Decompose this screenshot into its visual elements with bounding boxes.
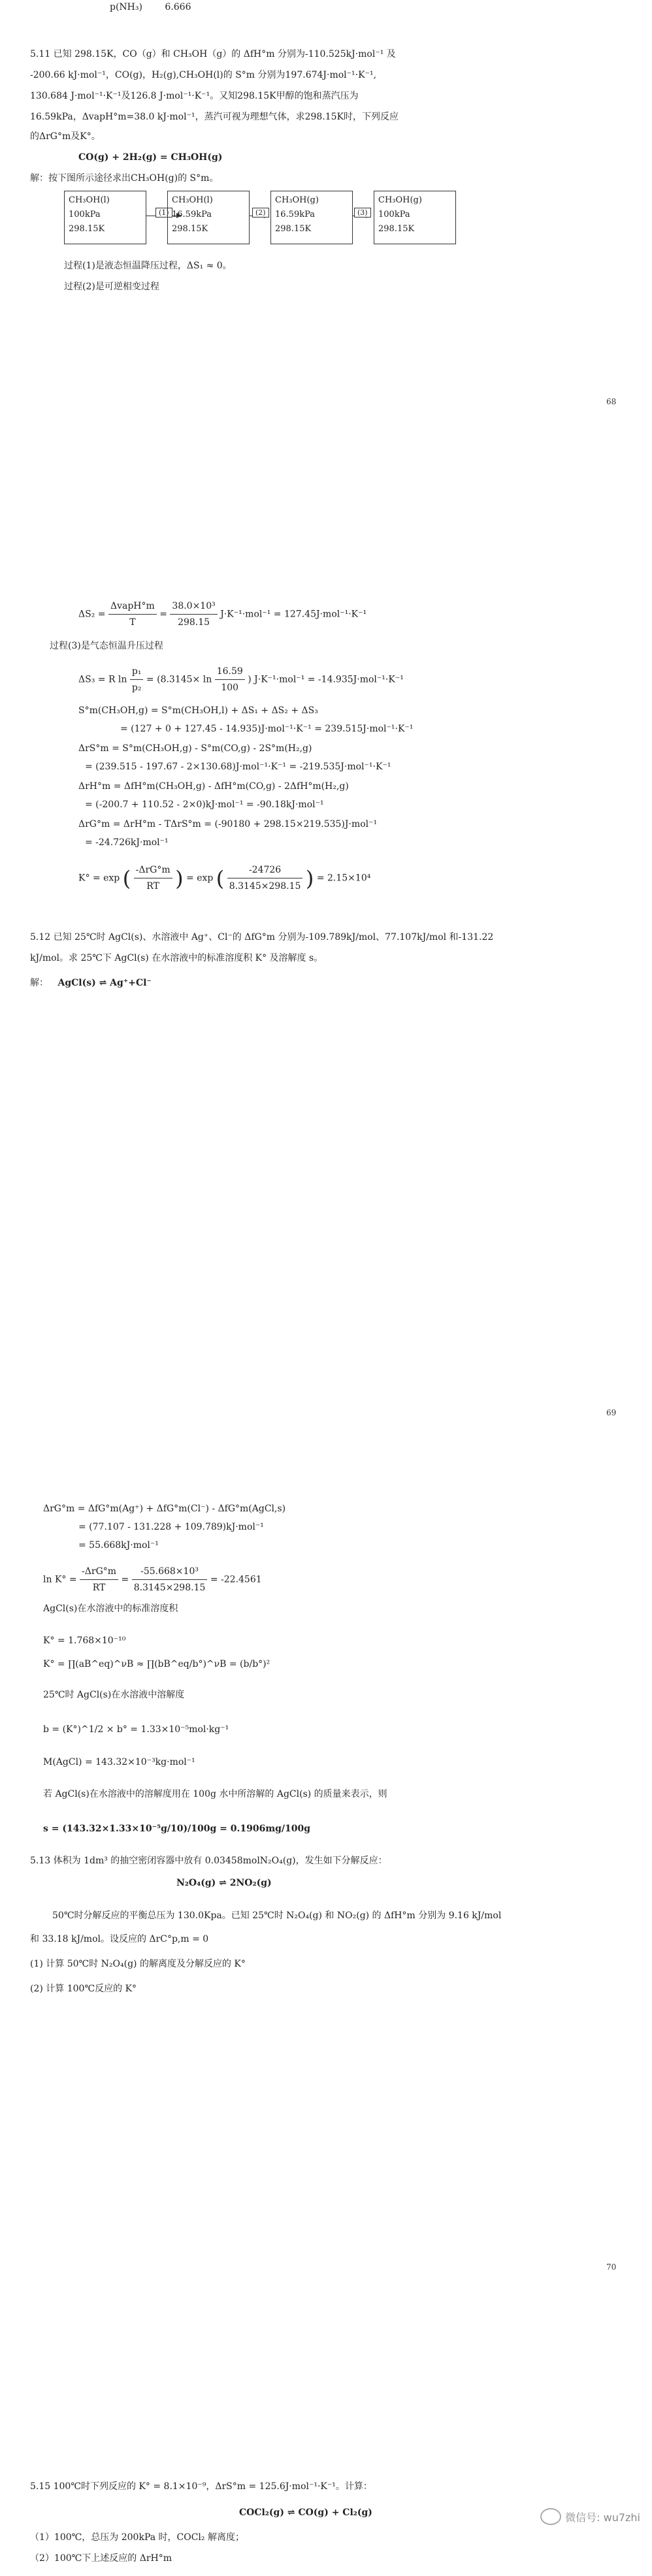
eq-rg2: = -24.726kJ·mol⁻¹	[85, 837, 169, 848]
eq-k2: K° = ∏(aB^eq)^νB ≈ ∏(bB^eq/b°)^νB = (b/b°)²	[43, 1659, 270, 1669]
p512-reaction: AgCl(s) ⇌ Ag⁺+Cl⁻	[57, 978, 152, 988]
ds2-frac2	[170, 598, 217, 630]
ds3-frac1	[130, 664, 144, 696]
ds2-num2: 38.0×10³	[170, 598, 217, 615]
k-rhs: = 2.15×10⁴	[316, 873, 371, 884]
path-box-2	[167, 191, 250, 244]
p511-solution: 解：按下图所示途径求出CH₃OH(g)的 S°m。	[30, 173, 219, 184]
ds2-den2: 298.15	[178, 617, 210, 628]
ln-lhs: ln K° =	[43, 1574, 77, 1585]
eq-rs2: = (239.515 - 197.67 - 2×130.68)J·mol⁻¹·K⁻¹ = -219.535J·mol⁻¹·K⁻¹	[85, 762, 391, 772]
p511-line3: 130.684 J·mol⁻¹·K⁻¹及126.8 J·mol⁻¹·K⁻¹。又知298.15K甲醇的饱和蒸汽压为	[30, 91, 359, 101]
eq-sm2: = (127 + 0 + 127.45 - 14.935)J·mol⁻¹·K⁻¹ = 239.515J·mol⁻¹·K⁻¹	[120, 724, 414, 734]
p512-solution	[30, 976, 152, 990]
p513-line3: 和 33.18 kJ/mol。设反应的 ΔrC°p,m = 0	[30, 1934, 209, 1944]
ln-den2: 8.3145×298.15	[133, 1583, 206, 1593]
ds2-den: T	[129, 617, 136, 628]
eq-sm1: S°m(CH₃OH,g) = S°m(CH₃OH,l) + ΔS₁ + ΔS₂ + ΔS₃	[78, 705, 318, 716]
ln-rhs: = -22.4561	[210, 1574, 262, 1585]
box3-l2: 16.59kPa	[275, 210, 316, 219]
arrow-label-2: (2)	[252, 208, 269, 217]
p515-reaction: COCl₂(g) ⇌ CO(g) + Cl₂(g)	[239, 2507, 372, 2518]
ln-frac2	[132, 1564, 208, 1596]
k-den2: 8.3145×298.15	[229, 881, 301, 892]
eq-lnk	[43, 1564, 262, 1596]
partial-line	[110, 0, 191, 14]
box2-l3: 298.15K	[172, 224, 208, 234]
page-number-70: 70	[606, 2262, 617, 2272]
p513-line1: 5.13 体积为 1dm³ 的抽空密闭容器中放有 0.03458molN₂O₄(g)，发生如下分解反应：	[30, 1856, 387, 1866]
p512-line1: 5.12 已知 25℃时 AgCl(s)、水溶液中 Ag⁺、Cl⁻的 ΔfG°m 分别为-109.789kJ/mol、77.107kJ/mol 和-131.22	[30, 932, 494, 942]
eq-g1: ΔrG°m = ΔfG°m(Ag⁺) + ΔfG°m(Cl⁻) - ΔfG°m(AgCl,s)	[43, 1504, 286, 1514]
box3-l3: 298.15K	[275, 224, 312, 234]
ds3-lhs: ΔS₃ = R ln	[78, 674, 127, 685]
partial-value: 6.666	[165, 2, 191, 12]
box3-l1: CH₃OH(g)	[275, 195, 319, 205]
p512-solution-label: 解：	[30, 978, 48, 988]
box1-l2: 100kPa	[69, 210, 101, 219]
k-frac2	[227, 862, 303, 894]
calc1-note3: 过程(3)是气态恒温升压过程	[50, 641, 163, 651]
wechat-watermark	[540, 2508, 640, 2525]
ln-mid: =	[121, 1574, 129, 1585]
calc2-note3: 若 AgCl(s)在水溶液中的溶解度用在 100g 水中所溶解的 AgCl(s) 的质量来表示，则	[43, 1789, 387, 1799]
watermark-text: 微信号: wu7zhi	[565, 2511, 640, 2524]
eq-b: b = (K°)^1/2 × b° = 1.33×10⁻⁵mol·kg⁻¹	[43, 1724, 229, 1735]
p511-line1: 5.11 已知 298.15K，CO（g）和 CH₃OH（g）的 ΔfH°m 分别为-110.525kJ·mol⁻¹ 及	[30, 49, 396, 59]
wechat-icon	[540, 2508, 561, 2525]
arrow-label-3: (3)	[354, 208, 371, 217]
eq-m: M(AgCl) = 143.32×10⁻³kg·mol⁻¹	[43, 1757, 195, 1767]
p515-q2: （2）100℃下上述反应的 ΔrH°m	[30, 2553, 172, 2564]
eq-g2: = (77.107 - 131.228 + 109.789)kJ·mol⁻¹	[78, 1522, 264, 1532]
eq-rg1: ΔrG°m = ΔrH°m - TΔrS°m = (-90180 + 298.15×219.535)J·mol⁻¹	[78, 819, 378, 829]
box4-l1: CH₃OH(g)	[378, 195, 422, 205]
ds2-eq: =	[159, 609, 167, 620]
ds3-num2: 16.59	[215, 664, 245, 680]
box2-l1: CH₃OH(l)	[172, 195, 213, 205]
p513-q1: (1) 计算 50℃时 N₂O₄(g) 的解离度及分解反应的 K°	[30, 1959, 246, 1969]
p512-line2: kJ/mol。求 25℃下 AgCl(s) 在水溶液中的标准溶度积 K° 及溶解度 s。	[30, 953, 323, 963]
ln-den: RT	[92, 1583, 106, 1593]
eq-rh1: ΔrH°m = ΔfH°m(CH₃OH,g) - ΔfH°m(CO,g) - 2ΔfH°m(H₂,g)	[78, 781, 349, 792]
box1-l3: 298.15K	[69, 224, 105, 234]
ds2-frac1	[108, 598, 157, 630]
eq-k1: K° = 1.768×10⁻¹⁰	[43, 1635, 126, 1646]
eq-ds2	[78, 598, 367, 630]
box4-l2: 100kPa	[378, 210, 410, 219]
path-box-3	[270, 191, 353, 244]
ds3-den: p₂	[131, 683, 142, 693]
k-lhs: K° = exp	[78, 873, 120, 884]
k-mid: = exp	[186, 873, 214, 884]
ln-num: -ΔrG°m	[80, 1564, 118, 1580]
eq-ds3	[78, 664, 404, 696]
ds2-num: ΔvapH°m	[108, 598, 157, 615]
ds2-lhs: ΔS₂ =	[78, 609, 106, 620]
ds3-mid: = (8.3145× ln	[146, 674, 212, 685]
p511-note2: 过程(2)是可逆相变过程	[64, 282, 159, 292]
k-num: -ΔrG°m	[134, 862, 172, 878]
ln-num2: -55.668×10³	[132, 1564, 208, 1580]
p515-line1: 5.15 100℃时下列反应的 K° = 8.1×10⁻⁹，ΔrS°m = 125.6J·mol⁻¹·K⁻¹。计算：	[30, 2481, 372, 2492]
arrow-label-1: (1)	[155, 208, 172, 217]
box4-l3: 298.15K	[378, 224, 415, 234]
eq-k: K° = exp ( $\frac{\text{-ΔrG°m}}{RT}$ ) = exp ( $\frac{-24726}{8.3145\times 298.15}$ ) = 2.15×10⁴	[78, 862, 370, 894]
box2-l2: 16.59kPa	[172, 210, 212, 219]
ds3-frac2	[215, 664, 245, 696]
p513-reaction: N₂O₄(g) ⇌ 2NO₂(g)	[176, 1878, 272, 1888]
eq-s: s = (143.32×1.33×10⁻⁵g/10)/100g = 0.1906mg/100g	[43, 1824, 311, 1834]
box1-l1: CH₃OH(l)	[69, 195, 110, 205]
partial-formula: p(NH₃)	[110, 2, 142, 12]
page-number-69: 69	[606, 1408, 617, 1417]
ds2-rhs: J·K⁻¹·mol⁻¹ = 127.45J·mol⁻¹·K⁻¹	[220, 609, 367, 620]
eq-g3: = 55.668kJ·mol⁻¹	[78, 1540, 159, 1551]
p511-note1: 过程(1)是液态恒温降压过程，ΔS₁ ≈ 0。	[64, 261, 232, 271]
k-den: RT	[146, 881, 159, 892]
ds3-rhs: ) J·K⁻¹·mol⁻¹ = -14.935J·mol⁻¹·K⁻¹	[248, 674, 404, 685]
p513-q2: (2) 计算 100℃反应的 K°	[30, 1984, 137, 1994]
k-num2: -24726	[227, 862, 303, 878]
p511-reaction: CO(g) + 2H₂(g) = CH₃OH(g)	[78, 152, 223, 163]
p515-q1: （1）100℃，总压为 200kPa 时，COCl₂ 解离度；	[30, 2532, 244, 2543]
ds3-num: p₁	[130, 664, 144, 680]
p511-line5: 的ΔrG°m及K°。	[30, 131, 101, 142]
k-frac1	[134, 862, 172, 894]
calc2-note1: AgCl(s)在水溶液中的标准溶度积	[43, 1603, 178, 1614]
eq-rh2: = (-200.7 + 110.52 - 2×0)kJ·mol⁻¹ = -90.18kJ·mol⁻¹	[85, 799, 324, 810]
path-box-1	[64, 191, 146, 244]
p511-line4: 16.59kPa，ΔvapH°m=38.0 kJ·mol⁻¹，蒸汽可视为理想气体，求298.15K时，下列反应	[30, 112, 399, 122]
p513-line2: 50℃时分解反应的平衡总压为 130.0Kpa。已知 25℃时 N₂O₄(g) 和 NO₂(g) 的 ΔfH°m 分别为 9.16 kJ/mol	[52, 1910, 502, 1921]
eq-rs1: ΔrS°m = S°m(CH₃OH,g) - S°m(CO,g) - 2S°m(H₂,g)	[78, 743, 312, 754]
ds3-den2: 100	[221, 683, 239, 693]
page-number-68: 68	[606, 397, 617, 406]
calc2-note2: 25℃时 AgCl(s)在水溶液中溶解度	[43, 1690, 185, 1700]
path-box-4	[374, 191, 456, 244]
p511-line2: -200.66 kJ·mol⁻¹，CO(g)，H₂(g),CH₃OH(l)的 S°m 分别为197.674J·mol⁻¹·K⁻¹,	[30, 70, 377, 80]
ln-frac1	[80, 1564, 118, 1596]
